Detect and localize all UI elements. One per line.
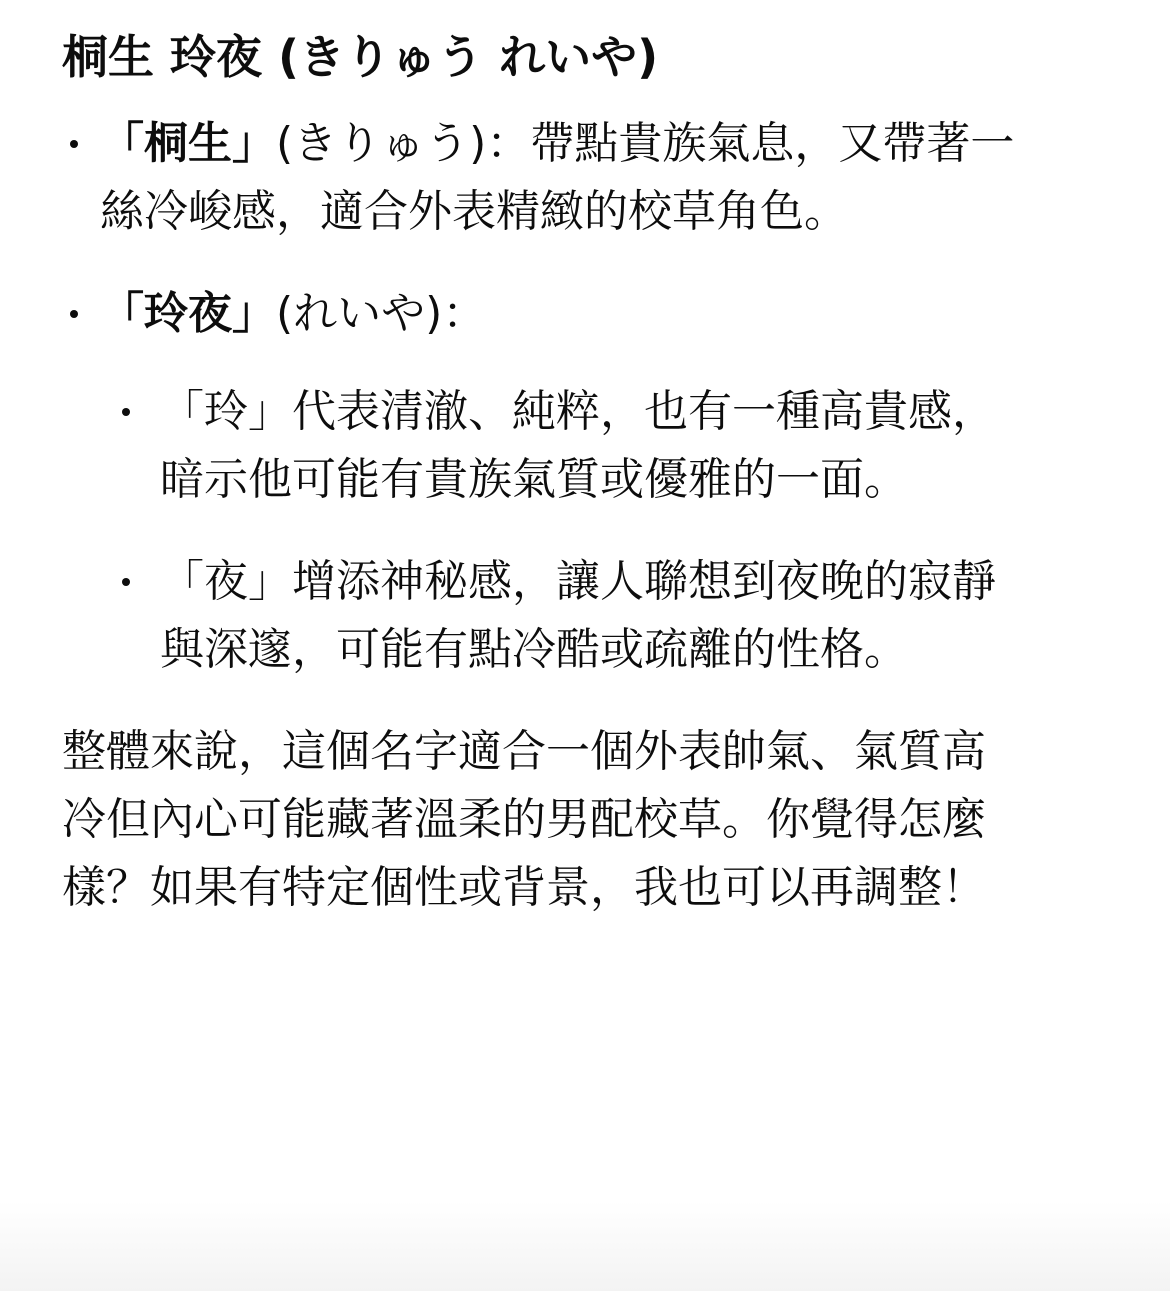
list-item: [62, 110, 1032, 246]
summary-paragraph: 整體來說，這個名字適合一個外表帥氣、氣質高冷但內心可能藏著溫柔的男配校草。你覺得怎麼樣？如果有特定個性或背景，我也可以再調整！: [62, 726, 986, 913]
sub-list-item: 「夜」增添神秘感，讓人聯想到夜晚的寂靜與深邃，可能有點冷酷或疏離的性格。: [100, 548, 1032, 684]
desc-reiya: ：: [442, 288, 487, 339]
sub-list-item: 「玲」代表清澈、純粹，也有一種高貴感，暗示他可能有貴族氣質或優雅的一面。: [100, 378, 1032, 514]
term-kiryu: 「桐生」: [100, 118, 276, 169]
desc-kiryu: ：帶點貴族氣息，又帶著一絲冷峻感，適合外表精緻的校草角色。: [100, 118, 1015, 237]
name-heading: 桐生 玲夜 (きりゅう れいや): [62, 30, 659, 84]
sub-bullet-list: [100, 378, 1032, 684]
list-item: [62, 280, 1032, 684]
reading-reiya: (れいや): [276, 288, 443, 339]
bullet-list: [62, 110, 1032, 684]
term-reiya: 「玲夜」: [100, 288, 276, 339]
reading-kiryu: (きりゅう): [276, 118, 487, 169]
chat-message: [62, 26, 1032, 922]
bottom-fade: [0, 1201, 1170, 1291]
